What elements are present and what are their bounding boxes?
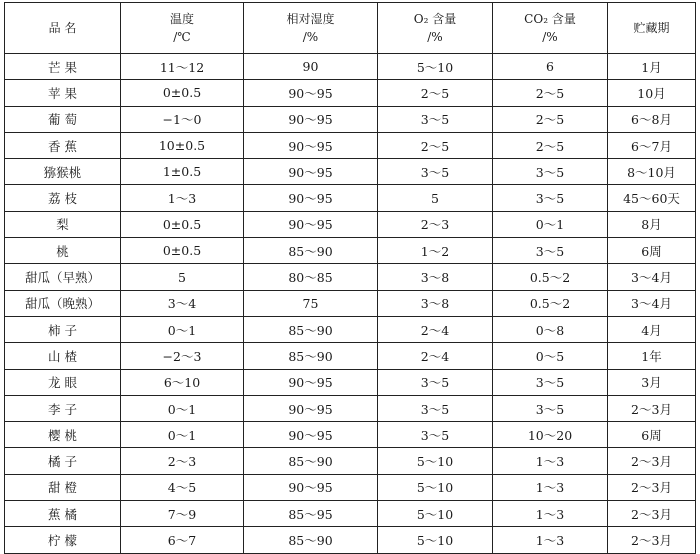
cell-name: 山 楂 xyxy=(5,343,121,369)
cell-relative-humidity: 90～95 xyxy=(244,185,378,211)
cell-relative-humidity: 90～95 xyxy=(244,474,378,500)
cell-storage-period: 6～7月 xyxy=(608,132,696,158)
cell-relative-humidity: 75 xyxy=(244,290,378,316)
cell-o2-content: 3～8 xyxy=(378,290,493,316)
cell-storage-period: 3月 xyxy=(608,369,696,395)
cell-name: 芒 果 xyxy=(5,54,121,80)
cell-temperature: 6～10 xyxy=(121,369,244,395)
cell-co2-content: 2～5 xyxy=(493,132,608,158)
cell-o2-content: 2～5 xyxy=(378,80,493,106)
table-body xyxy=(5,54,696,554)
table-row xyxy=(5,106,696,132)
cell-o2-content: 3～5 xyxy=(378,159,493,185)
cell-relative-humidity: 85～90 xyxy=(244,343,378,369)
cell-co2-content: 1～3 xyxy=(493,474,608,500)
header-name: 品 名 xyxy=(5,3,121,54)
header-temperature: 温度 /℃ xyxy=(121,3,244,54)
cell-name: 橘 子 xyxy=(5,448,121,474)
cell-name: 猕猴桃 xyxy=(5,159,121,185)
cell-o2-content: 1～2 xyxy=(378,238,493,264)
cell-temperature: 6～7 xyxy=(121,527,244,553)
table-row xyxy=(5,474,696,500)
cell-co2-content: 3～5 xyxy=(493,185,608,211)
cell-o2-content: 3～5 xyxy=(378,369,493,395)
cell-relative-humidity: 85～90 xyxy=(244,316,378,342)
table-header xyxy=(5,3,696,54)
cell-relative-humidity: 90～95 xyxy=(244,80,378,106)
cell-o2-content: 5～10 xyxy=(378,527,493,553)
cell-o2-content: 3～5 xyxy=(378,106,493,132)
cell-co2-content: 1～3 xyxy=(493,448,608,474)
table-row xyxy=(5,264,696,290)
cell-relative-humidity: 85～90 xyxy=(244,238,378,264)
cell-relative-humidity: 90～95 xyxy=(244,395,378,421)
cell-o2-content: 3～5 xyxy=(378,395,493,421)
header-storage-period: 贮藏期 xyxy=(608,3,696,54)
cell-co2-content: 2～5 xyxy=(493,106,608,132)
cell-relative-humidity: 85～90 xyxy=(244,527,378,553)
cell-storage-period: 1年 xyxy=(608,343,696,369)
cell-relative-humidity: 90～95 xyxy=(244,106,378,132)
cell-storage-period: 2～3月 xyxy=(608,448,696,474)
cell-temperature: 0～1 xyxy=(121,395,244,421)
table-row xyxy=(5,132,696,158)
table-row xyxy=(5,395,696,421)
storage-conditions-table-wrapper xyxy=(4,2,696,554)
header-co2-content: CO₂ 含量 /% xyxy=(493,3,608,54)
cell-temperature: 5 xyxy=(121,264,244,290)
cell-name: 柿 子 xyxy=(5,316,121,342)
cell-name: 龙 眼 xyxy=(5,369,121,395)
cell-co2-content: 0～8 xyxy=(493,316,608,342)
cell-co2-content: 0.5～2 xyxy=(493,290,608,316)
cell-storage-period: 1月 xyxy=(608,54,696,80)
cell-co2-content: 0.5～2 xyxy=(493,264,608,290)
table-row xyxy=(5,343,696,369)
cell-o2-content: 5～10 xyxy=(378,448,493,474)
cell-temperature: 11～12 xyxy=(121,54,244,80)
cell-relative-humidity: 80～85 xyxy=(244,264,378,290)
cell-o2-content: 5～10 xyxy=(378,474,493,500)
cell-name: 甜瓜（早熟） xyxy=(5,264,121,290)
cell-o2-content: 5～10 xyxy=(378,501,493,527)
cell-temperature: −1～0 xyxy=(121,106,244,132)
storage-conditions-table xyxy=(4,2,696,554)
cell-co2-content: 10～20 xyxy=(493,422,608,448)
cell-temperature: 0～1 xyxy=(121,316,244,342)
table-row xyxy=(5,527,696,553)
cell-temperature: 0～1 xyxy=(121,422,244,448)
cell-co2-content: 0～1 xyxy=(493,211,608,237)
cell-relative-humidity: 90～95 xyxy=(244,422,378,448)
header-o2-content: O₂ 含量 /% xyxy=(378,3,493,54)
table-row xyxy=(5,80,696,106)
cell-temperature: 7～9 xyxy=(121,501,244,527)
cell-co2-content: 1～3 xyxy=(493,527,608,553)
cell-relative-humidity: 90～95 xyxy=(244,369,378,395)
cell-name: 甜 橙 xyxy=(5,474,121,500)
cell-storage-period: 45～60天 xyxy=(608,185,696,211)
cell-storage-period: 3～4月 xyxy=(608,264,696,290)
cell-co2-content: 6 xyxy=(493,54,608,80)
cell-co2-content: 1～3 xyxy=(493,501,608,527)
cell-name: 荔 枝 xyxy=(5,185,121,211)
table-row xyxy=(5,54,696,80)
cell-relative-humidity: 90 xyxy=(244,54,378,80)
table-row xyxy=(5,422,696,448)
table-row xyxy=(5,369,696,395)
cell-temperature: 0±0.5 xyxy=(121,211,244,237)
table-row xyxy=(5,316,696,342)
cell-o2-content: 5 xyxy=(378,185,493,211)
cell-o2-content: 2～4 xyxy=(378,316,493,342)
cell-name: 李 子 xyxy=(5,395,121,421)
cell-o2-content: 2～5 xyxy=(378,132,493,158)
cell-temperature: 4～5 xyxy=(121,474,244,500)
cell-name: 樱 桃 xyxy=(5,422,121,448)
cell-name: 香 蕉 xyxy=(5,132,121,158)
table-row xyxy=(5,185,696,211)
cell-relative-humidity: 90～95 xyxy=(244,211,378,237)
cell-storage-period: 8～10月 xyxy=(608,159,696,185)
header-relative-humidity: 相对湿度 /% xyxy=(244,3,378,54)
cell-storage-period: 2～3月 xyxy=(608,501,696,527)
cell-co2-content: 3～5 xyxy=(493,369,608,395)
cell-o2-content: 2～3 xyxy=(378,211,493,237)
cell-co2-content: 3～5 xyxy=(493,395,608,421)
cell-storage-period: 8月 xyxy=(608,211,696,237)
cell-temperature: −2～3 xyxy=(121,343,244,369)
cell-name: 梨 xyxy=(5,211,121,237)
cell-temperature: 0±0.5 xyxy=(121,80,244,106)
cell-co2-content: 3～5 xyxy=(493,238,608,264)
cell-name: 葡 萄 xyxy=(5,106,121,132)
cell-co2-content: 0～5 xyxy=(493,343,608,369)
cell-storage-period: 6～8月 xyxy=(608,106,696,132)
cell-name: 苹 果 xyxy=(5,80,121,106)
cell-storage-period: 6周 xyxy=(608,238,696,264)
table-row xyxy=(5,211,696,237)
header-row xyxy=(5,3,696,54)
cell-storage-period: 2～3月 xyxy=(608,527,696,553)
table-row xyxy=(5,501,696,527)
cell-name: 蕉 橘 xyxy=(5,501,121,527)
cell-name: 桃 xyxy=(5,238,121,264)
cell-o2-content: 5～10 xyxy=(378,54,493,80)
cell-temperature: 1±0.5 xyxy=(121,159,244,185)
cell-co2-content: 2～5 xyxy=(493,80,608,106)
cell-temperature: 10±0.5 xyxy=(121,132,244,158)
cell-name: 甜瓜（晚熟） xyxy=(5,290,121,316)
cell-storage-period: 2～3月 xyxy=(608,474,696,500)
cell-relative-humidity: 90～95 xyxy=(244,159,378,185)
table-row xyxy=(5,290,696,316)
cell-temperature: 1～3 xyxy=(121,185,244,211)
cell-storage-period: 6周 xyxy=(608,422,696,448)
cell-storage-period: 3～4月 xyxy=(608,290,696,316)
cell-co2-content: 3～5 xyxy=(493,159,608,185)
cell-temperature: 0±0.5 xyxy=(121,238,244,264)
table-row xyxy=(5,159,696,185)
cell-temperature: 2～3 xyxy=(121,448,244,474)
cell-relative-humidity: 90～95 xyxy=(244,132,378,158)
table-row xyxy=(5,448,696,474)
cell-storage-period: 2～3月 xyxy=(608,395,696,421)
cell-name: 柠 檬 xyxy=(5,527,121,553)
cell-o2-content: 2～4 xyxy=(378,343,493,369)
cell-o2-content: 3～8 xyxy=(378,264,493,290)
cell-relative-humidity: 85～90 xyxy=(244,448,378,474)
cell-storage-period: 4月 xyxy=(608,316,696,342)
cell-storage-period: 10月 xyxy=(608,80,696,106)
cell-relative-humidity: 85～95 xyxy=(244,501,378,527)
cell-temperature: 3～4 xyxy=(121,290,244,316)
cell-o2-content: 3～5 xyxy=(378,422,493,448)
table-row xyxy=(5,238,696,264)
